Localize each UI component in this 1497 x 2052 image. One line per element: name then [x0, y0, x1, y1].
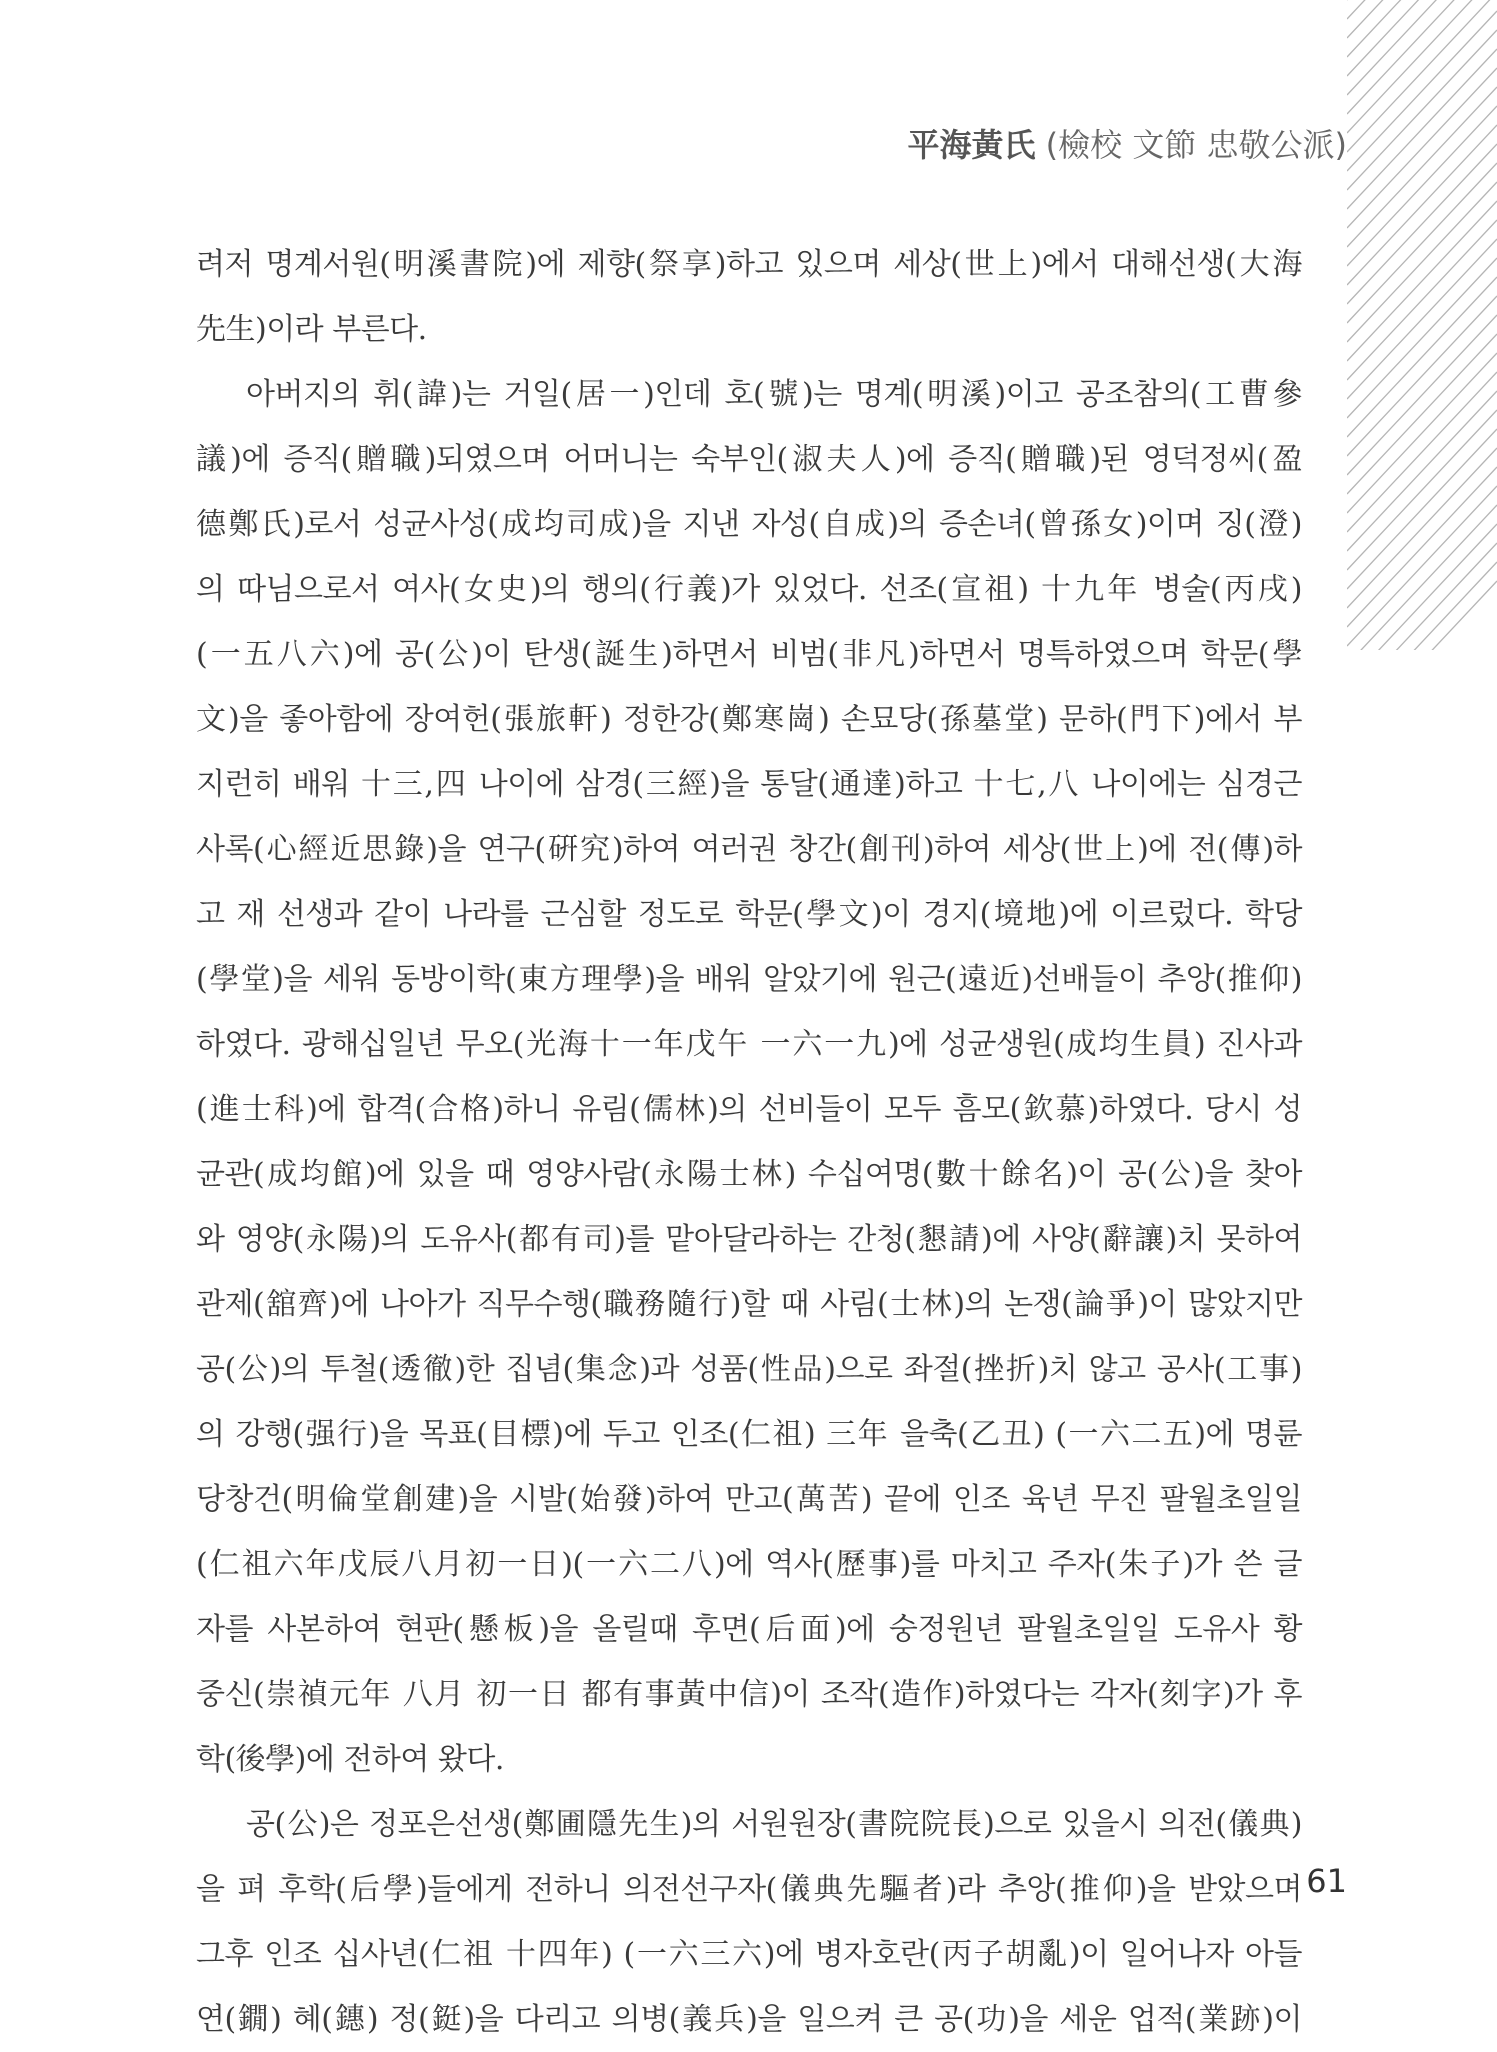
hatch-line [1347, 182, 1497, 342]
hatch-line [1347, 144, 1497, 304]
hatch-line [1347, 106, 1497, 266]
text-line: 文)을 좋아함에 장여헌(張旅軒) 정한강(鄭寒崗) 손묘당(孫墓堂) 문하(門下)에서 부 [196, 702, 1302, 737]
hatch-line [1347, 524, 1497, 650]
hatch-line [1347, 125, 1497, 285]
text-line: 려저 명계서원(明溪書院)에 제향(祭享)하고 있으며 세상(世上)에서 대해선생(大海 [196, 247, 1302, 282]
diagonal-hatch-decoration [1347, 0, 1497, 650]
page-number: 61 [1306, 1862, 1347, 1900]
text-line: 의 따님으로서 여사(女史)의 행의(行義)가 있었다. 선조(宣祖) 十九年 병술(丙戌) [196, 572, 1302, 607]
text-line: 하였다. 광해십일년 무오(光海十一年戊午 一六一九)에 성균생원(成均生員) 진사과 [196, 1027, 1302, 1062]
text-line: (進士科)에 합격(合格)하니 유림(儒林)의 선비들이 모두 흠모(欽慕)하였다. 당시 성 [196, 1092, 1302, 1127]
body-text [196, 232, 1302, 2052]
text-line: (仁祖六年戊辰八月初一日)(一六二八)에 역사(歷事)를 마치고 주자(朱子)가 쓴 글 [196, 1547, 1302, 1582]
hatch-line [1347, 391, 1497, 551]
hatch-line [1347, 467, 1497, 627]
hatch-line [1347, 163, 1497, 323]
text-line: 균관(成均館)에 있을 때 영양사람(永陽士林) 수십여명(數十餘名)이 공(公)을 찾아 [196, 1157, 1302, 1192]
hatch-line [1347, 543, 1497, 650]
hatch-line [1347, 0, 1497, 133]
hatch-line [1347, 353, 1497, 513]
text-line: 자를 사본하여 현판(懸板)을 올릴때 후면(后面)에 숭정원년 팔월초일일 도유사 황 [196, 1612, 1302, 1647]
text-line: 공(公)은 정포은선생(鄭圃隱先生)의 서원원장(書院院長)으로 있을시 의전(儀典) [246, 1807, 1302, 1842]
hatch-line [1347, 410, 1497, 570]
hatch-line [1347, 0, 1497, 57]
hatch-line [1347, 277, 1497, 437]
hatch-line [1347, 372, 1497, 532]
hatch-line [1347, 258, 1497, 418]
hatch-line [1347, 486, 1497, 646]
hatch-line [1347, 562, 1497, 650]
text-line: 관제(舘齊)에 나아가 직무수행(職務隨行)할 때 사림(士林)의 논쟁(論爭)이 많았지만 [196, 1287, 1302, 1322]
running-header [907, 120, 1347, 166]
text-line: 학(後學)에 전하여 왔다. [196, 1742, 504, 1777]
text-line: 그후 인조 십사년(仁祖 十四年) (一六三六)에 병자호란(丙子胡亂)이 일어나자 아들 [196, 1937, 1302, 1972]
text-line: 고 재 선생과 같이 나라를 근심할 정도로 학문(學文)이 경지(境地)에 이르렀다. 학당 [196, 897, 1302, 932]
text-line: 先生)이라 부른다. [196, 312, 427, 347]
hatch-line [1347, 296, 1497, 456]
hatch-line [1347, 0, 1497, 114]
text-line: 議)에 증직(贈職)되였으며 어머니는 숙부인(淑夫人)에 증직(贈職)된 영덕정씨(盈 [196, 442, 1302, 477]
hatch-line [1347, 581, 1497, 650]
hatch-line [1347, 201, 1497, 361]
hatch-line [1347, 315, 1497, 475]
text-line: 중신(崇禎元年 八月 初一日 都有事黃中信)이 조작(造作)하였다는 각자(刻字)가 후 [196, 1677, 1302, 1712]
hatch-line [1347, 429, 1497, 589]
text-line: 사록(心經近思錄)을 연구(硏究)하여 여러권 창간(創刊)하여 세상(世上)에 전(傳)하 [196, 832, 1302, 867]
hatch-line [1347, 239, 1497, 399]
hatch-line [1347, 334, 1497, 494]
text-line: 德鄭氏)로서 성균사성(成均司成)을 지낸 자성(自成)의 증손녀(曾孫女)이며 징(澄) [196, 507, 1302, 542]
hatch-line [1347, 448, 1497, 608]
header-title: 平海黃氏 [907, 126, 1036, 164]
text-line: 연(鐗) 혜(鏸) 정(鋌)을 다리고 의병(義兵)을 일으켜 큰 공(功)을 세운 업적(業跡)이 [196, 2002, 1302, 2037]
text-line: 아버지의 휘(諱)는 거일(居一)인데 호(號)는 명계(明溪)이고 공조참의(工曹參 [246, 377, 1302, 412]
hatch-line [1347, 68, 1497, 228]
hatch-line [1347, 0, 1497, 76]
text-line: 을 펴 후학(后學)들에게 전하니 의전선구자(儀典先驅者)라 추앙(推仰)을 받았으며 [196, 1872, 1302, 1907]
text-line: 지런히 배워 十三,四 나이에 삼경(三經)을 통달(通達)하고 十七,八 나이에는 심경근 [196, 767, 1302, 802]
hatch-line [1347, 220, 1497, 380]
hatch-line [1347, 11, 1497, 171]
hatch-line [1347, 49, 1497, 209]
text-line: (學堂)을 세워 동방이학(東方理學)을 배워 알았기에 원근(遠近)선배들이 추앙(推仰) [196, 962, 1302, 997]
hatch-line [1347, 87, 1497, 247]
hatch-line [1347, 30, 1497, 190]
text-line: (一五八六)에 공(公)이 탄생(誕生)하면서 비범(非凡)하면서 명특하였으며 학문(學 [196, 637, 1302, 672]
text-line: 당창건(明倫堂創建)을 시발(始發)하여 만고(萬苦) 끝에 인조 육년 무진 팔월초일일 [196, 1482, 1302, 1517]
header-subtitle: (檢校 文節 忠敬公派) [1045, 126, 1347, 164]
text-line: 와 영양(永陽)의 도유사(都有司)를 맡아달라하는 간청(懇請)에 사양(辭讓)치 못하여 [196, 1222, 1302, 1257]
text-line: 의 강행(强行)을 목표(目標)에 두고 인조(仁祖) 三年 을축(乙丑) (一六二五)에 명륜 [196, 1417, 1302, 1452]
text-line: 공(公)의 투철(透徹)한 집념(集念)과 성품(性品)으로 좌절(挫折)치 않고 공사(工事) [196, 1352, 1302, 1387]
